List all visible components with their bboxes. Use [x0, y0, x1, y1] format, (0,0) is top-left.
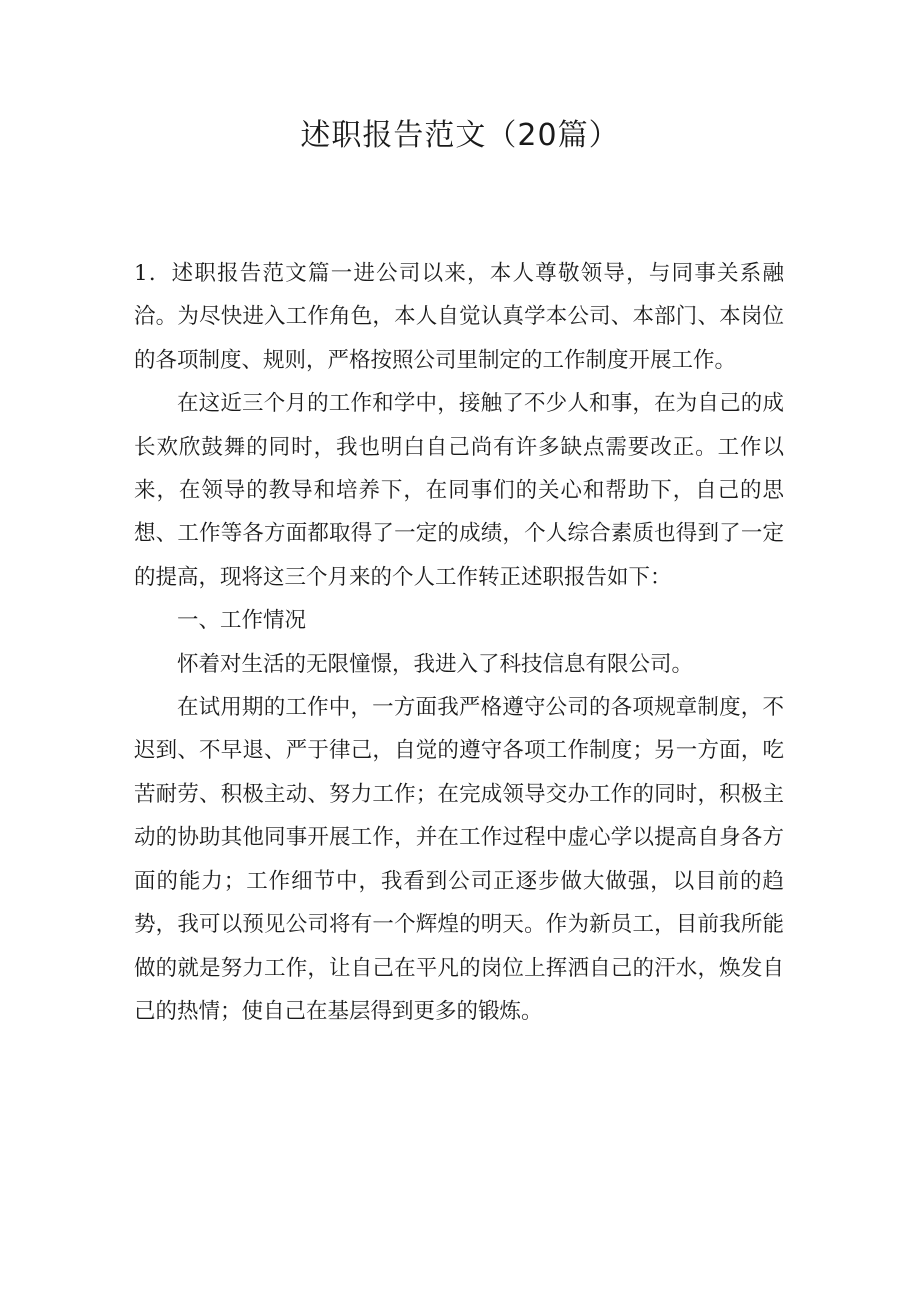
document-title: 述职报告范文（20篇）	[300, 118, 620, 153]
paragraph-probation: 在试用期的工作中，一方面我严格遵守公司的各项规章制度，不迟到、不早退、严于律己，自觉的遵守各项工作制度；另一方面，吃苦耐劳、积极主动、努力工作；在完成领导交办工作的同时，积极主动的协助其他同事开展工作，并在工作过程中虚心学以提高自身各方面的能力；工作细节中，我看到公司正逐步做大做强，以目前的趋势，我可以预见公司将有一个辉煌的明天。作为新员工，目前我所能做的就是努力工作，让自己在平凡的岗位上挥洒自己的汗水，焕发自己的热情；使自己在基层得到更多的锻炼。	[134, 695, 784, 1024]
paragraph-joining: 怀着对生活的无限憧憬，我进入了科技信息有限公司。	[177, 651, 694, 677]
paragraph-summary: 在这近三个月的工作和学中，接触了不少人和事，在为自己的成长欢欣鼓舞的同时，我也明白自己尚有许多缺点需要改正。工作以来，在领导的教导和培养下，在同事们的关心和帮助下，自己的思想、工作等各方面都取得了一定的成绩，个人综合素质也得到了一定的提高，现将这三个月来的个人工作转正述职报告如下：	[134, 391, 784, 590]
section-heading: 一、工作情况	[177, 608, 307, 634]
paragraph-intro: 1．述职报告范文篇一进公司以来，本人尊敬领导，与同事关系融洽。为尽快进入工作角色，本人自觉认真学本公司、本部门、本岗位的各项制度、规则，严格按照公司里制定的工作制度开展工作。	[134, 261, 784, 373]
document-body	[134, 252, 784, 1033]
